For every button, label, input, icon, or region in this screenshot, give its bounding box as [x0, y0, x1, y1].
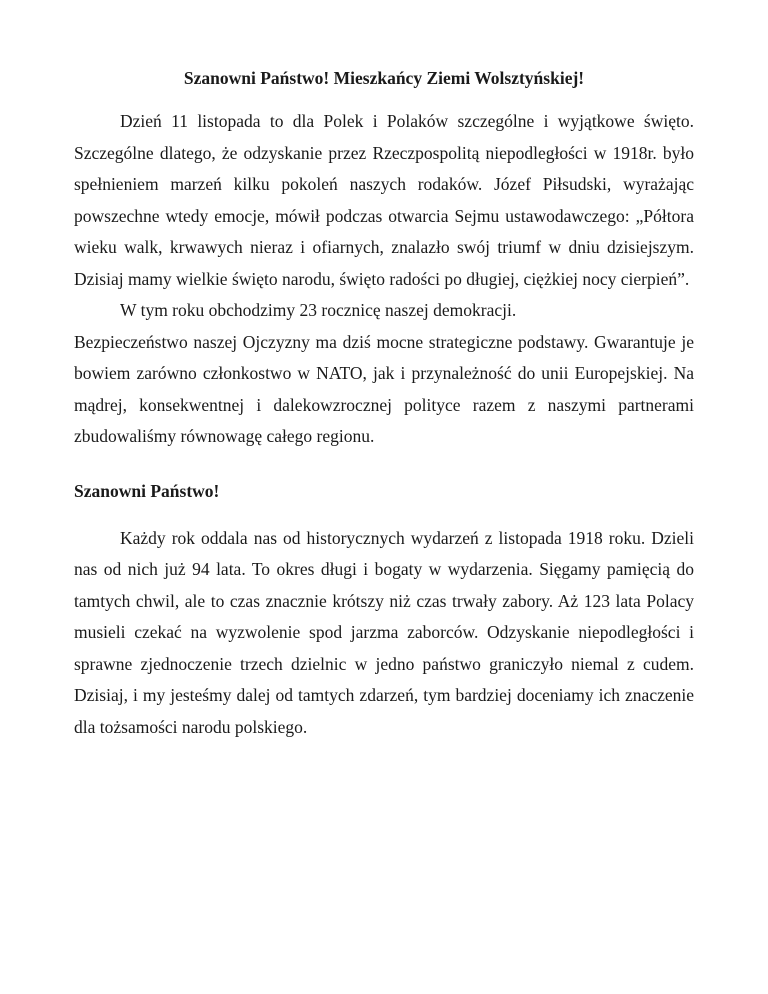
paragraph-security: Bezpieczeństwo naszej Ojczyzny ma dziś mocne strategiczne podstawy. Gwarantuje je bowiem zarówno członkostwo w NATO, jak i przynależność do unii Europejskiej. Na mądrej, konsekwentnej i dalekowzrocznej polityce razem z naszymi partnerami zbudowaliśmy równowagę całego regionu. — [74, 331, 694, 446]
paragraph-history: Każdy rok oddala nas od historycznych wydarzeń z listopada 1918 roku. Dzieli nas od nich już 94 lata. To okres długi i bogaty w wydarzenia. Sięgamy pamięcią do tamtych chwil, ale to czas znacznie krótszy niż czas trwały zabory. Aż 123 lata Polacy musieli czekać na wyzwolenie spod jarzma zaborców. Odzyskanie niepodległości i sprawne zjednoczenie trzech dzielnic w jedno państwo graniczyło niemal z cudem. Dzisiaj, i my jesteśmy dalej od tamtych zdarzeń, tym bardziej doceniamy ich znaczenie dla tożsamości narodu polskiego. — [74, 527, 694, 737]
paragraph-independence-day: Dzień 11 listopada to dla Polek i Polaków szczególne i wyjątkowe święto. Szczególne dlatego, że odzyskanie przez Rzeczpospolitą niepodległości w 1918r. było spełnieniem marzeń kilku pokoleń naszych rodaków. Józef Piłsudski, wyrażając powszechne wtedy emocje, mówił podczas otwarcia Sejmu ustawodawczego: „Półtora wieku walk, krwawych nieraz i ofiarnych, znalazło swój triumf w dniu dzisiejszym. Dzisiaj mamy wielkie święto narodu, święto radości po długiej, ciężkiej nocy cierpień”. — [74, 111, 694, 289]
document-page — [74, 62, 694, 743]
paragraph-democracy-anniversary: W tym roku obchodzimy 23 rocznicę naszej demokracji. — [120, 300, 517, 320]
section-heading: Szanowni Państwo! — [74, 480, 220, 501]
document-title: Szanowni Państwo! Mieszkańcy Ziemi Wolsztyńskiej! — [183, 68, 585, 88]
